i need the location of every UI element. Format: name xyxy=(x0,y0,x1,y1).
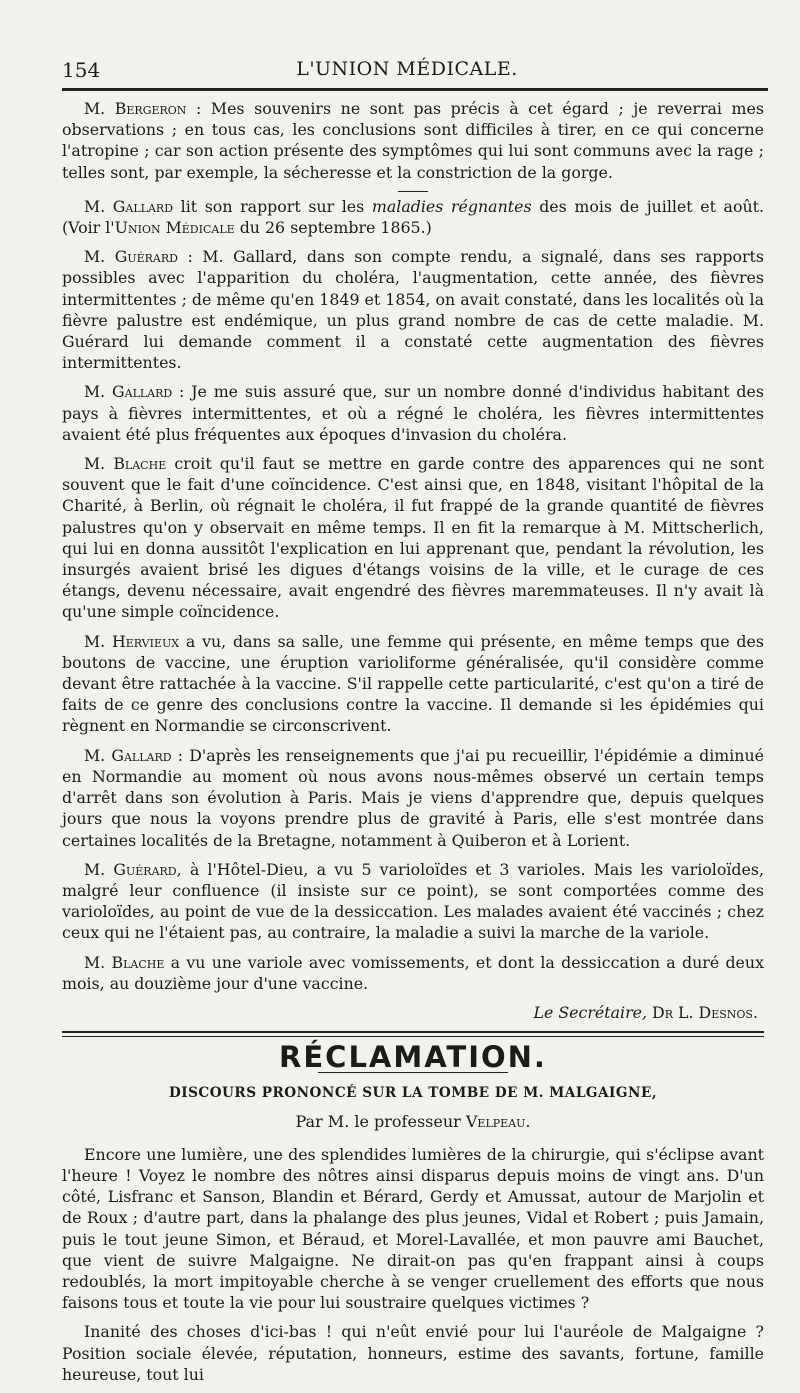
speaker-name: M. Blache xyxy=(84,952,165,972)
paragraph-gallard-2 xyxy=(62,381,764,445)
paragraph-text: a vu une variole avec vomissements, et dont la dessiccation a duré deux mois, au douzième jour d'une vaccine. xyxy=(62,952,764,993)
running-title: L'UNION MÉDICALE. xyxy=(296,58,518,80)
speaker-name: M. Hervieux xyxy=(84,631,180,651)
page-number: 154 xyxy=(62,58,101,82)
page-body xyxy=(62,98,764,1393)
section-title: RÉCLAMATION. xyxy=(279,1040,547,1075)
eulogy-paragraph-1: Encore une lumière, une des splendides lumières de la chirurgie, qui s'éclipse avant l'heure ! Voyez le nombre des nôtres ainsi disparus depuis moins de vingt ans. D'un côté, Lisfranc et Sanson, Blandin et Bérard, Gerdy et Amussat, autour de Marjolin et de Roux ; d'autre part, dans la phalange des plus jeunes, Vidal et Robert ; puis Jamain, puis le tout jeune Simon, et Béraud, et Morel-Lavallée, et mon pauvre ami Bauchet, que vient de suivre Malgaigne. Ne dirait-on pas qu'en frappant ainsi à coups redoublés, la mort impitoyable cherche à se venger cruellement des efforts que nous faisons tous et toute la vie pour lui soustraire quelques victimes ? xyxy=(62,1144,764,1313)
paragraph-guerard-1 xyxy=(62,246,764,373)
signature xyxy=(62,1002,758,1023)
eulogy-paragraph-2: Inanité des choses d'ici-bas ! qui n'eût envié pour lui l'auréole de Malgaigne ? Position sociale élevée, réputation, honneurs, estime des savants, fortune, famille heureuse, tout lui xyxy=(62,1322,764,1384)
italic-title: maladies régnantes xyxy=(371,196,532,216)
short-divider xyxy=(398,191,428,192)
author-name: Velpeau. xyxy=(465,1111,531,1131)
section-subtitle: DISCOURS PRONONCÉ SUR LA TOMBE DE M. MALGAIGNE, xyxy=(168,1085,658,1102)
author-line xyxy=(62,1111,764,1132)
author-prefix: Par M. le professeur xyxy=(295,1111,466,1131)
paragraph-gallard-report xyxy=(62,196,764,238)
paragraph-text: : D'après les renseignements que j'ai pu recueillir, l'épidémie a diminué en Normandie au moment où nous avons nous-mêmes observé un certain temps d'arrêt dans son évolution à Paris. Mais je viens d'apprendre que, depuis quelques jours que nous la voyons prendre plus de gravité à Paris, elle s'est montrée dans certaines localités de la Bretagne, notamment à Quiberon et à Lorient. xyxy=(62,745,764,850)
paragraph-blache-1 xyxy=(62,453,764,623)
paragraph-text: : Mes souvenirs ne sont pas précis à cet égard ; je reverrai mes observations ; en tous cas, les conclusions sont difficiles à tirer, en ce qui concerne l'atropine ; car son action présente des symptômes qui lui sont communs avec la rage ; telles sont, par exemple, la sécheresse et la constriction de la gorge. xyxy=(62,99,764,182)
section-double-rule xyxy=(62,1031,764,1037)
paragraph-text: lit son rapport sur les xyxy=(173,196,372,216)
paragraph-gallard-3 xyxy=(62,745,764,851)
speaker-name: M. Bergeron xyxy=(84,99,187,118)
paragraph-text: : Je me suis assuré que, sur un nombre donné d'individus habitant des pays à fièvres intermittentes, et où a régné le choléra, les fièvres intermittentes avaient été plus fréquentes aux époques d'invasion du choléra. xyxy=(62,382,764,444)
paragraph-text: , à l'Hôtel-Dieu, a vu 5 varioloïdes et 3 varioles. Mais les varioloïdes, malgré leur confluence (il insiste sur ce point), se sont comportées comme des varioloïdes, au point de vue de la dessiccation. Les malades avaient été vaccinés ; chez ceux qui ne l'étaient pas, au contraire, la maladie a suivi la marche de la variole. xyxy=(62,859,764,943)
paragraph-blache-2 xyxy=(62,952,764,994)
paragraph-text: croit qu'il faut se mettre en garde contre des apparences qui ne sont souvent que le fait d'une coïncidence. C'est ainsi que, en 1848, visitant l'hôpital de la Charité, à Berlin, où régnait le choléra, il fut frappé de la grande quantité de fièvres palustres qu'on y observait en même temps. Il en fit la remarque à M. Mittscherlich, qui lui en donna aussitôt l'explication en lui apprenant que, pendant la révolution, les insurgés avaient brisé les digues d'étangs voisins de la ville, et le curage de ces étangs, devenu nécessaire, avait engendré des fièvres maremmateuses. Il n'y avait là qu'une simple coïncidence. xyxy=(62,454,764,622)
signature-role: Le Secrétaire, xyxy=(533,1002,648,1022)
speaker-name: M. Guérard xyxy=(84,859,177,879)
paragraph-text: : M. Gallard, dans son compte rendu, a signalé, dans ses rapports possibles avec l'apparition du choléra, l'augmentation, cette année, des fièvres intermittentes ; de même qu'en 1849 et 1854, on avait constaté, dans les localités où la fièvre palustre est endémique, un plus grand nombre de cas de cette maladie. M. Guérard lui demande comment il a constaté cette augmentation des fièvres intermittentes. xyxy=(62,247,765,373)
paragraph-hervieux xyxy=(62,631,764,737)
signature-name: Dr L. Desnos. xyxy=(647,1002,758,1022)
journal-name: Union Médicale xyxy=(114,218,235,238)
speaker-name: M. Blache xyxy=(84,454,167,474)
paragraph-text: du 26 septembre 1865.) xyxy=(234,218,432,238)
paragraph-bergeron xyxy=(62,98,764,183)
speaker-name: M. Guérard xyxy=(84,247,178,267)
page-header xyxy=(62,52,752,88)
header-rule xyxy=(62,88,768,91)
speaker-name: M. Gallard xyxy=(84,745,172,765)
speaker-name: M. Gallard xyxy=(84,196,174,216)
paragraph-text: des mois de juillet et août. (Voir l' xyxy=(62,196,765,238)
paragraph-text: a vu, dans sa salle, une femme qui présente, en même temps que des boutons de vaccine, une éruption varioliforme généralisée, qu'il considère comme devant être rattachée à la vaccine. S'il rappelle cette particularité, c'est qu'on a tiré de faits de ce genre des conclusions contre la vaccine. Il demande si les épidémies qui règnent en Normandie se circonscrivent. xyxy=(62,631,764,736)
paragraph-guerard-2 xyxy=(62,859,764,944)
speaker-name: M. Gallard xyxy=(84,382,173,402)
